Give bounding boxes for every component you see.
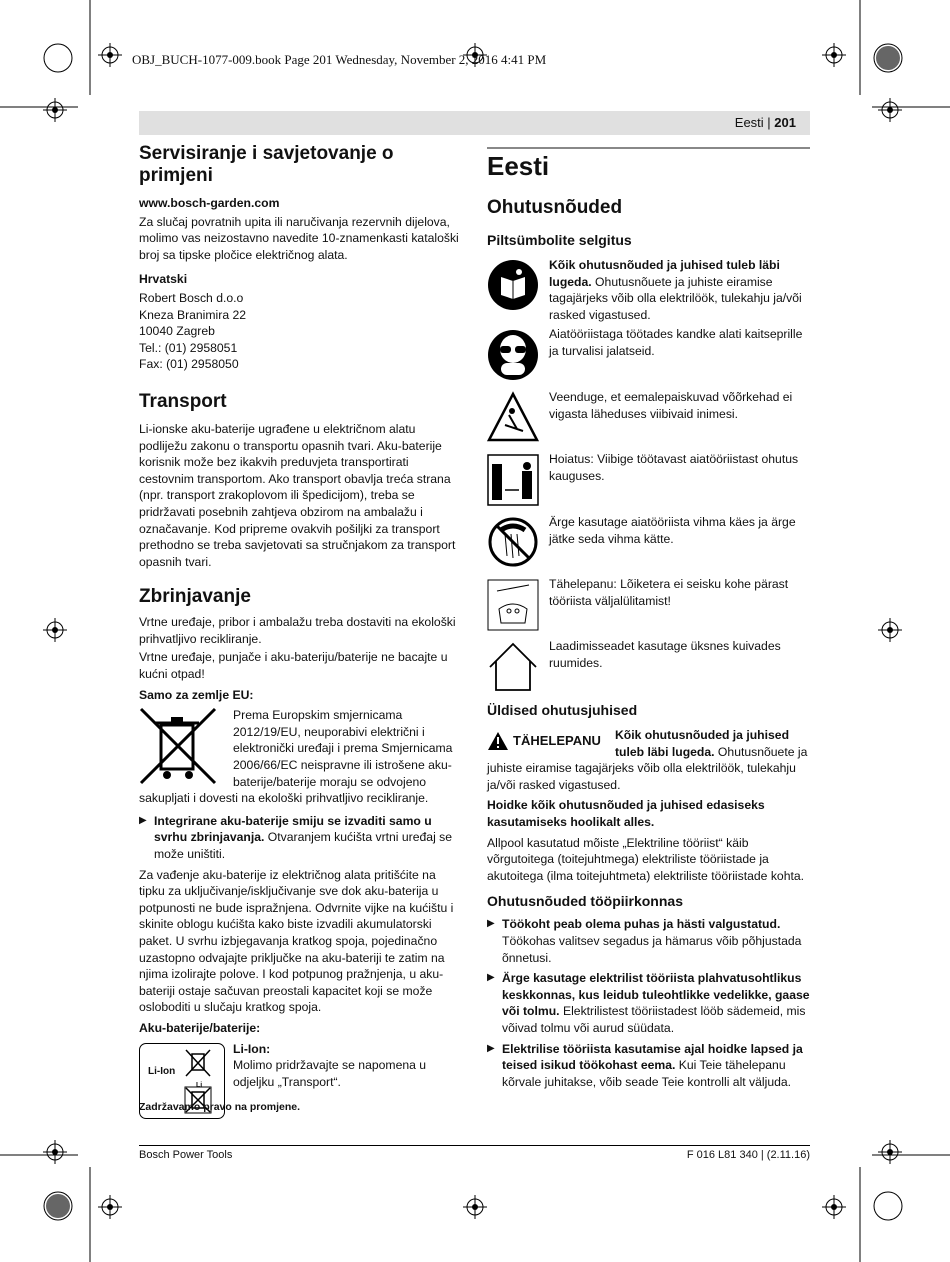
service-url: www.bosch-garden.com bbox=[139, 196, 280, 210]
eu-text: Prema Europskim smjernicama 2012/19/EU, neuporabivi električni i elektronički uređaji i prema Smjernicama 2006/66/EC neispravne ili istrošene aku-baterije/baterije moraju se odvojeno sakupljati i dovesti na ekološki prihvatljivo recikliranje. bbox=[139, 708, 453, 806]
reserve-note: Zadržavamo pravo na promjene. bbox=[139, 1101, 301, 1113]
lang-title: Eesti bbox=[487, 151, 550, 181]
page-band bbox=[139, 111, 810, 135]
no-rain-icon bbox=[487, 516, 539, 568]
goggles-icon bbox=[487, 329, 539, 381]
bullet-arrow-icon: ▶ bbox=[139, 814, 147, 826]
right-heading-block bbox=[487, 151, 810, 249]
sym6-text: Tähelepanu: Lõiketera ei seisku kohe pärast tööriista väljalülitamist! bbox=[549, 577, 789, 608]
bullet-integrated: ▶ Integrirane aku-baterije smiju se izvaditi samo u svrhu zbrinjavanja. Otvaranjem kućišta vrtni uređaj se može uništiti. bbox=[139, 813, 453, 861]
keep-distance-icon bbox=[487, 454, 539, 506]
country-label: Hrvatski bbox=[139, 272, 188, 287]
eu-only-label: Samo za zemlje EU: bbox=[139, 687, 254, 702]
page-number: Eesti | 201 bbox=[734, 115, 796, 130]
transport-title: Transport bbox=[139, 390, 227, 412]
footer-rule bbox=[139, 1145, 810, 1146]
print-header: OBJ_BUCH-1077-009.book Page 201 Wednesday, November 2, 2016 4:41 PM bbox=[132, 52, 547, 67]
sym5-text: Ärge kasutage aiatööriista vihma käes ja ärge jätke seda vihma kätte. bbox=[549, 515, 796, 546]
bullet-arrow-icon: ▶ bbox=[487, 1042, 495, 1054]
sym2-text: Aiatööriistaga töötades kandke alati kaitseprille ja turvalisi jalatseid. bbox=[549, 327, 803, 358]
work-bullet-3: ▶ Elektrilise tööriista kasutamise ajal hoidke lapsed ja teised isikud töökohast eema. Kui Teie tähelepanu kõrvale juhitakse, võib seade Teie kontrolli alt väljuda. bbox=[487, 1041, 803, 1089]
thrown-objects-icon bbox=[487, 391, 539, 443]
disposal-title: Zbrinjavanje bbox=[139, 586, 251, 608]
sym7-text: Laadimisseadet kasutage üksnes kuivades ruumides. bbox=[549, 639, 781, 670]
address-block: Robert Bosch d.o.o Kneza Branimira 22 10040 Zagreb Tel.: (01) 2958051 Fax: (01) 2958050 bbox=[139, 290, 247, 372]
service-text: Za slučaj povratnih upita ili naručivanja rezervnih dijelova, molimo vas neizostavno navedite 10-znamenkasti kataloški broj sa tipske pločice električnog alata. bbox=[139, 214, 459, 262]
blade-stop-icon bbox=[487, 579, 539, 631]
safety-title: Ohutusnõuded bbox=[487, 197, 623, 218]
disposal-p2: Vrtne uređaje, punjače i aku-bateriju/baterije ne bacajte u kućni otpad! bbox=[139, 650, 448, 682]
bullet-arrow-icon: ▶ bbox=[487, 972, 495, 984]
section-rule bbox=[487, 147, 810, 149]
footer-right: F 016 L81 340 | (2.11.16) bbox=[686, 1149, 810, 1161]
work-area-title: Ohutusnõuded tööpiirkonnas bbox=[487, 893, 683, 910]
warning-triangle-icon bbox=[487, 731, 509, 751]
bullet-arrow-icon: ▶ bbox=[487, 918, 495, 930]
liion-text-block: Li-Ion: Molimo pridržavajte se napomena u odjeljku „Transport“. bbox=[233, 1041, 427, 1089]
sym1-text: Kõik ohutusnõuded ja juhised tuleb läbi lugeda. Ohutusnõuete ja juhiste eiramise tagajärjeks võib olla elektrilöök, tulekahju ja/või rasked vigastused. bbox=[549, 258, 802, 322]
term-text: Allpool kasutatud mõiste „Elektriline tööriist“ käib võrgutoitega (toitejuhtmega) elektriliste tööriistade ja akutoitega (ilma toitejuhtmeta) elektriliste tööriistade kohta. bbox=[487, 835, 805, 883]
warning-label-box: TÄHELEPANU bbox=[487, 729, 605, 753]
crossed-bin-small-icon bbox=[184, 1048, 212, 1078]
general-title: Üldised ohutusjuhised bbox=[487, 702, 638, 718]
sym4-text: Hoiatus: Viibige töötavast aiatööriistast ohutus kauguses. bbox=[549, 452, 799, 483]
keep-instructions: Hoidke kõik ohutusnõuded ja juhised edasiseks kasutamiseks hoolikalt alles. bbox=[487, 798, 765, 829]
footer-left: Bosch Power Tools bbox=[139, 1149, 233, 1161]
pictogram-title: Piltsümbolite selgitus bbox=[487, 232, 632, 248]
work-bullet-2: ▶ Ärge kasutage elektrilist tööriista plahvatusohtlikus keskkonnas, kus leidub tuleohtlikke vedelikke, gaase või tolmu. Elektrilistest tööriistadest lööb sädemeid, mis võivad tolmu või aurud süüdata. bbox=[487, 971, 810, 1035]
sym3-text: Veenduge, et eemalepaiskuvad võõrkehad ei vigasta läheduses viibivaid inimesi. bbox=[549, 390, 793, 421]
service-title: Servisiranje i savjetovanje o primjeni bbox=[139, 143, 394, 186]
transport-text: Li-ionske aku-baterije ugrađene u električnom alatu podliježu zakonu o transportu opasnih tvari. Aku-baterije korisnik može bez ikakvih preduvjeta transportirati cestovnim transportom. Ako transport obavlja treća strana (npr. transport zrakoplovom ili špedicijom), treba se pridržavati posebnih zahtjeva obzirom na ambalažu i označavanje. Kod pripreme ovakvih pošiljki za transport prethodno se treba savjetovati sa stručnjakom za transport opasnih tvari. bbox=[139, 421, 456, 569]
left-column bbox=[139, 143, 461, 1121]
removal-text: Za vađenje aku-baterije iz električnog alata pritišćite na tipku za uključivanje/isključivanje sve dok aku-baterija u potpunosti ne bude ispražnjena. Odvrnite vijke na kućištu i skinite oblogu kućišta kako biste izvadili akumulatorski paket. U svrhu izbjegavanja kratkog spoja, pojedinačno uzastopno odvajajte priključke na aku-bateriji te zatim na njima izolirajte polove. I kod potpunog pražnjenja, u aku-bateriji ostaje sačuvan preostali kapacitet koji se može osloboditi u slučaju kratkog spoja. bbox=[139, 867, 454, 1015]
general-block bbox=[487, 701, 810, 1090]
liion-symbol: Li-Ion Li bbox=[139, 1043, 225, 1119]
work-bullet-1: ▶ Töökoht peab olema puhas ja hästi valgustatud. Töökohas valitsev segadus ja hämarus võib põhjustada õnnetusi. bbox=[487, 917, 802, 965]
warning-block: TÄHELEPANU Kõik ohutusnõuded ja juhised tuleb läbi lugeda. Ohutusnõuete ja juhiste eiramise tagajärjeks võib olla elektrilöök, tulekahju ja/või rasked vigastused. bbox=[487, 728, 808, 792]
disposal-p1: Vrtne uređaje, pribor i ambalažu treba dostaviti na ekološki prihvatljivo recikliranje. bbox=[139, 615, 456, 646]
batt-title: Aku-baterije/baterije: bbox=[139, 1020, 261, 1035]
read-manual-icon bbox=[487, 259, 539, 311]
indoor-only-icon bbox=[487, 641, 539, 693]
eu-block bbox=[139, 707, 461, 807]
crossed-bin-icon bbox=[139, 707, 217, 785]
